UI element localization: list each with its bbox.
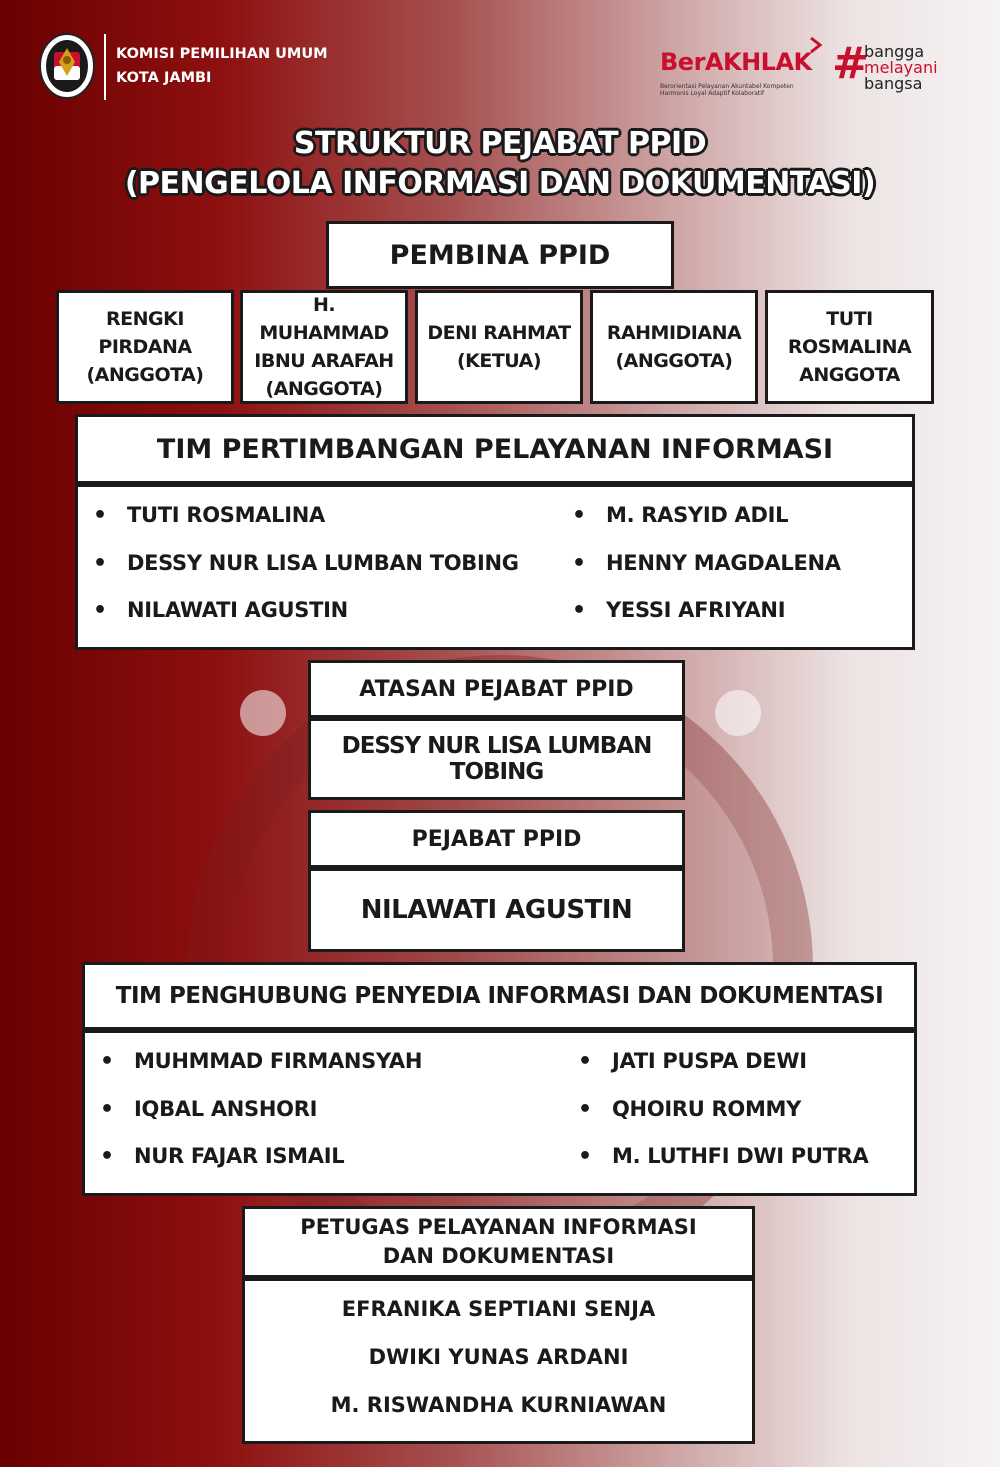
pejabat-ppid-name: NILAWATI AGUSTIN bbox=[360, 895, 633, 925]
member-role: (ANGGOTA) bbox=[86, 364, 204, 386]
tim-pertimbangan-left-column bbox=[93, 499, 519, 642]
petugas-label-line-1: PETUGAS PELAYANAN INFORMASI bbox=[300, 1215, 697, 1239]
list-item: • HENNY MAGDALENA bbox=[572, 547, 841, 595]
member-name: DENI RAHMAT bbox=[427, 322, 571, 344]
petugas-label-line-2: DAN DOKUMENTASI bbox=[382, 1244, 615, 1268]
pejabat-ppid-header bbox=[308, 810, 685, 868]
atasan-pejabat-name-box bbox=[308, 718, 685, 800]
berakhlak-chevron-icon bbox=[808, 36, 824, 54]
org-line-1: KOMISI PEMILIHAN UMUM bbox=[116, 46, 328, 62]
list-item: • QHOIRU ROMMY bbox=[578, 1093, 868, 1141]
member-role: (ANGGOTA) bbox=[265, 378, 383, 400]
hashtag-icon: # bbox=[832, 38, 869, 89]
list-item: • M. RASYID ADIL bbox=[572, 499, 841, 547]
list-item: • YESSI AFRIYANI bbox=[572, 594, 841, 642]
pembina-member-2 bbox=[240, 290, 408, 404]
tim-penghubung-list bbox=[82, 1030, 917, 1196]
tim-penghubung-label: TIM PENGHUBUNG PENYEDIA INFORMASI DAN DOKUMENTASI bbox=[115, 983, 884, 1009]
brand-logos bbox=[660, 40, 960, 100]
member-name: RENGKI PIRDANA bbox=[98, 308, 192, 358]
org-line-2: KOTA JAMBI bbox=[116, 70, 212, 86]
berakhlak-tagline-1: Berorientasi Pelayanan Akuntabel Kompeten bbox=[660, 83, 794, 90]
petugas-header bbox=[242, 1206, 755, 1278]
member-name: RAHMIDIANA bbox=[606, 322, 742, 344]
tim-penghubung-header bbox=[82, 962, 917, 1030]
tim-pertimbangan-label: TIM PERTIMBANGAN PELAYANAN INFORMASI bbox=[156, 433, 834, 465]
list-item: • IQBAL ANSHORI bbox=[100, 1093, 422, 1141]
berakhlak-tagline-2: Harmonis Loyal Adaptif Kolaboratif bbox=[660, 90, 765, 97]
melayani-word: melayani bbox=[864, 58, 938, 77]
pembina-ppid-header bbox=[326, 221, 674, 289]
pembina-member-4 bbox=[590, 290, 758, 404]
org-name bbox=[116, 42, 328, 90]
list-item: • DESSY NUR LISA LUMBAN TOBING bbox=[93, 547, 519, 595]
page-title-line-2: (PENGELOLA INFORMASI DAN DOKUMENTASI) bbox=[124, 166, 876, 201]
tim-penghubung-right-column bbox=[578, 1045, 868, 1188]
list-item: • NILAWATI AGUSTIN bbox=[93, 594, 519, 642]
pembina-member-3 bbox=[415, 290, 583, 404]
member-role: (ANGGOTA) bbox=[615, 350, 733, 372]
bangga-word: bangga bbox=[864, 42, 925, 61]
berakhlak-logo: BerAKHLAK bbox=[660, 48, 812, 76]
pejabat-ppid-name-box bbox=[308, 868, 685, 952]
berakhlak-tagline bbox=[660, 83, 794, 97]
list-item: • M. LUTHFI DWI PUTRA bbox=[578, 1140, 868, 1188]
pejabat-ppid-label: PEJABAT PPID bbox=[411, 826, 582, 852]
list-item: • MUHMMAD FIRMANSYAH bbox=[100, 1045, 422, 1093]
petugas-list bbox=[242, 1278, 755, 1444]
kpu-logo-icon bbox=[38, 32, 96, 100]
list-item: DWIKI YUNAS ARDANI bbox=[368, 1345, 629, 1369]
pembina-member-5 bbox=[765, 290, 934, 404]
pembina-ppid-label: PEMBINA PPID bbox=[389, 239, 611, 271]
tim-pertimbangan-header bbox=[75, 414, 915, 484]
atasan-pejabat-label: ATASAN PEJABAT PPID bbox=[359, 676, 634, 702]
atasan-pejabat-header bbox=[308, 660, 685, 718]
tim-pertimbangan-right-column bbox=[572, 499, 841, 642]
tim-penghubung-left-column bbox=[100, 1045, 422, 1188]
bangsa-word: bangsa bbox=[864, 74, 923, 93]
list-item: M. RISWANDHA KURNIAWAN bbox=[330, 1393, 667, 1417]
atasan-pejabat-name: DESSY NUR LISA LUMBAN TOBING bbox=[341, 733, 652, 785]
header-divider bbox=[104, 34, 106, 100]
list-item: • TUTI ROSMALINA bbox=[93, 499, 519, 547]
tim-pertimbangan-list bbox=[75, 484, 915, 650]
list-item: • JATI PUSPA DEWI bbox=[578, 1045, 868, 1093]
bangga-melayani-bangsa-logo bbox=[864, 44, 938, 92]
pembina-member-1 bbox=[56, 290, 234, 404]
list-item: • NUR FAJAR ISMAIL bbox=[100, 1140, 422, 1188]
member-name: TUTI ROSMALINA bbox=[787, 308, 912, 358]
member-role: ANGGOTA bbox=[799, 364, 900, 386]
member-name: H. MUHAMMAD IBNU ARAFAH bbox=[254, 294, 394, 372]
petugas-names bbox=[245, 1285, 752, 1429]
list-item: EFRANIKA SEPTIANI SENJA bbox=[341, 1297, 656, 1321]
member-role: (KETUA) bbox=[456, 350, 542, 372]
page-title-line-1: STRUKTUR PEJABAT PPID bbox=[293, 126, 707, 161]
